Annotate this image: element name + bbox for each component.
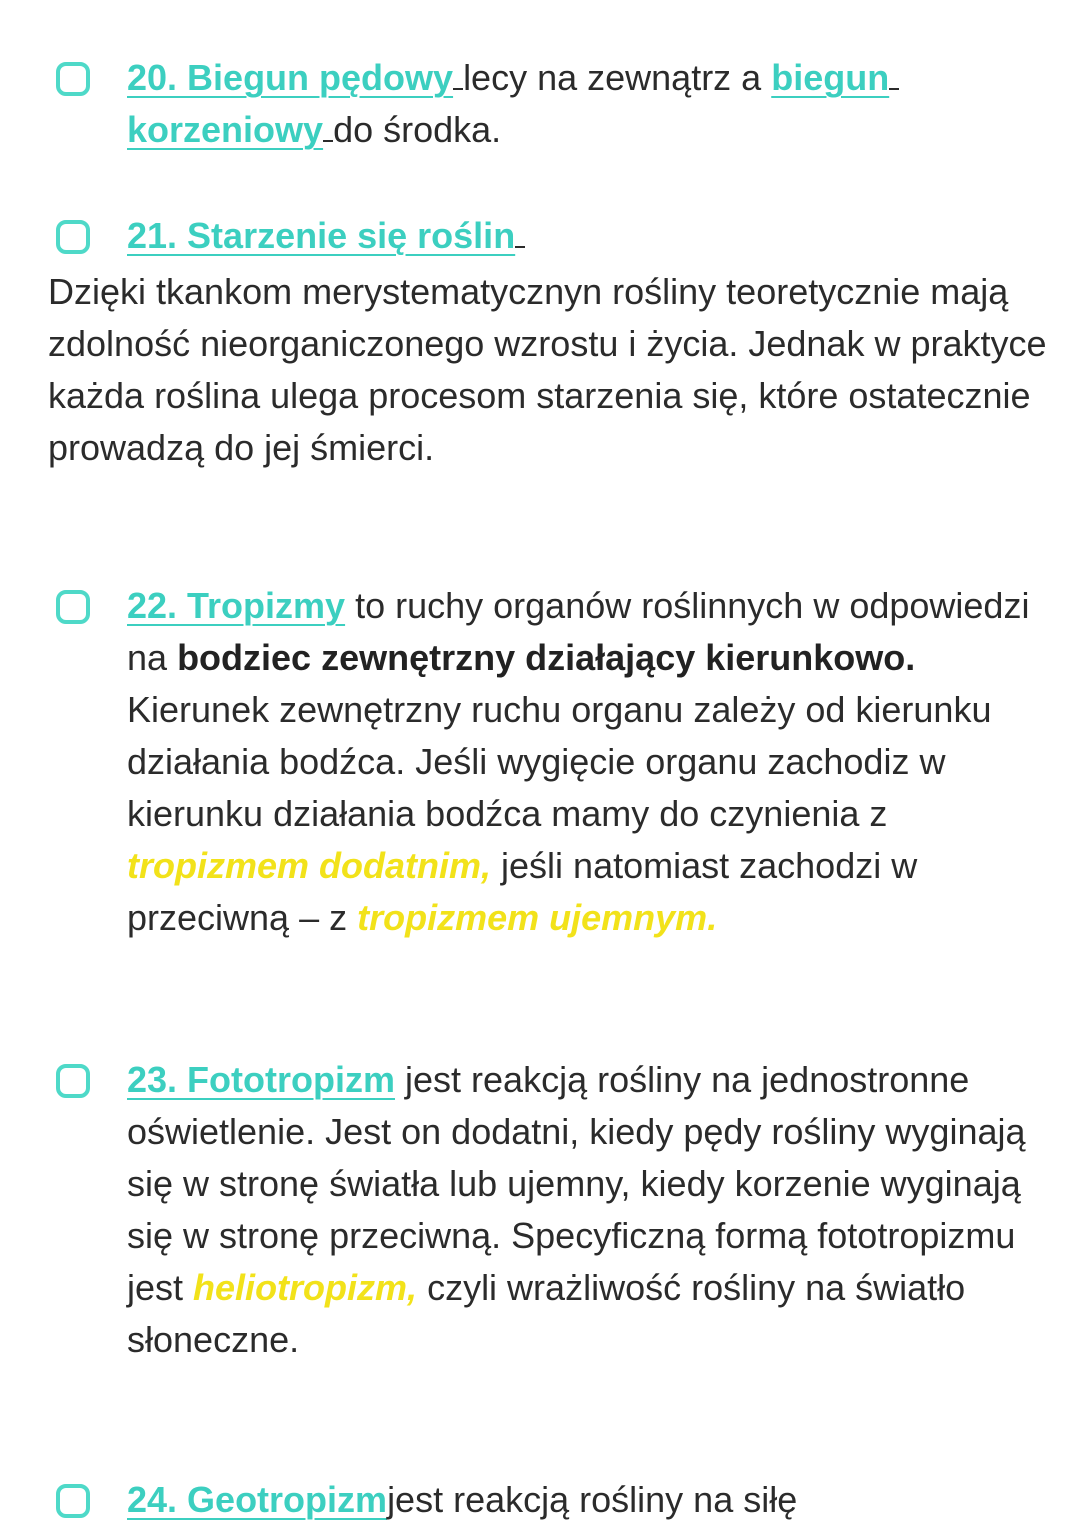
blank-underline	[323, 110, 333, 142]
item-20-heading2-b: korzeniowy	[127, 109, 324, 150]
checkbox-24[interactable]	[56, 1484, 90, 1518]
item-22-highlight1: tropizmem dodatnim,	[127, 845, 492, 886]
item-23-heading: 23. Fototropizm	[127, 1059, 395, 1100]
checkbox-21[interactable]	[56, 220, 90, 254]
item-22-text	[127, 580, 1047, 944]
item-22-t3: jeśli natomiast zachodzi w przeciwną – z	[127, 845, 918, 938]
item-22-t1: to ruchy organów roślinnych w odpowiedzi na	[127, 585, 1030, 678]
item-22-t2: Kierunek zewnętrzny ruchu organu zależy od kierunku działania bodźca. Jeśli wygięcie organu zachodiz w kierunku działania bodźca mamy do czynienia z	[127, 689, 992, 834]
item-22-highlight2: tropizmem ujemnym.	[357, 897, 718, 938]
blank-underline	[453, 58, 463, 90]
checkbox-20[interactable]	[56, 62, 90, 96]
item-24-text	[127, 1474, 1047, 1526]
item-20-text2: do środka.	[333, 109, 502, 150]
item-20-text1: lecy na zewnątrz a	[463, 57, 762, 98]
item-23-t2: czyli wrażliwość rośliny na światło słoneczne.	[127, 1267, 966, 1360]
item-24-heading: 24. Geotropizm	[127, 1479, 388, 1520]
item-23-highlight: heliotropizm,	[193, 1267, 418, 1308]
item-21-heading-row	[127, 210, 1047, 262]
item-23-text	[127, 1054, 1047, 1366]
blank-underline	[515, 216, 525, 248]
item-24-t1: jest reakcją rośliny na siłę	[387, 1479, 798, 1520]
blank-underline	[889, 58, 899, 90]
item-20-heading: 20. Biegun pędowy	[127, 57, 454, 98]
item-21-paragraph: Dzięki tkankom merystematycznyn rośliny teoretycznie mają zdolność nieorganiczonego wzrostu i życia. Jednak w praktyce każda roślina ulega procesom starzenia się, które ostatecznie prowadzą do jej śmierci.	[48, 271, 1047, 468]
item-22-bold: bodziec zewnętrzny działający kierunkowo.	[177, 637, 916, 678]
checkbox-22[interactable]	[56, 590, 90, 624]
item-23-t1: jest reakcją rośliny na jednostronne oświetlenie. Jest on dodatni, kiedy pędy rośliny wyginają się w stronę światła lub ujemny, kiedy korzenie wyginają się w stronę przeciwną. Specyficzną formą fototropizmu jest	[127, 1059, 1026, 1308]
item-21-heading: 21. Starzenie się roślin	[127, 215, 516, 256]
item-22-heading: 22. Tropizmy	[127, 585, 346, 626]
item-20-text	[127, 52, 1047, 156]
item-20-heading2-a: biegun	[771, 57, 890, 98]
checkbox-23[interactable]	[56, 1064, 90, 1098]
